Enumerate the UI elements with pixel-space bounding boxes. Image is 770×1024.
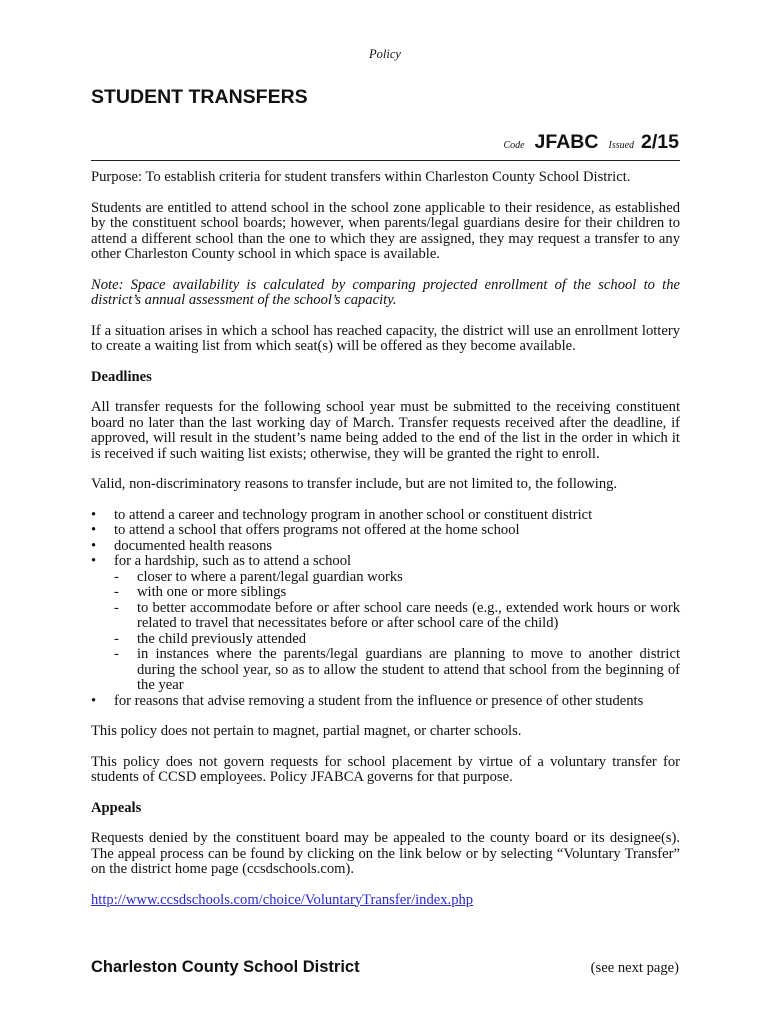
reasons-list	[91, 508, 680, 710]
sub-list-item	[114, 601, 680, 632]
bullet-icon: •	[91, 506, 97, 523]
sub-list-item-text: in instances where the parents/legal guardians are planning to move to another district during the school year, so as to allow the student to attend that school from the beginning of the year	[137, 646, 680, 693]
sub-list-item	[114, 647, 680, 694]
list-item	[91, 539, 680, 555]
voluntary-transfer-link[interactable]: http://www.ccsdschools.com/choice/VoluntaryTransfer/index.php	[91, 891, 474, 908]
hardship-sublist	[114, 570, 680, 694]
sub-list-item	[114, 632, 680, 648]
dash-icon: -	[114, 568, 119, 585]
list-item-text: to attend a career and technology program in another school or constituent district	[114, 506, 593, 523]
next-page-note: (see next page)	[590, 960, 679, 976]
appeals-paragraph: Requests denied by the constituent board may be appealed to the county board or its designee(s). The appeal process can be found by clicking on the link below or by selecting “Voluntary Transfer” on the district home page (ccsdschools.com).	[91, 830, 680, 877]
list-item	[91, 508, 680, 524]
code-label: Code	[503, 140, 525, 151]
sub-list-item-text: with one or more siblings	[137, 584, 287, 600]
bullet-icon: •	[91, 522, 97, 538]
bullet-icon: •	[91, 537, 97, 554]
policy-body	[91, 170, 680, 923]
sub-list-item	[114, 570, 680, 586]
issued-value: 2/15	[641, 131, 679, 153]
link-paragraph	[91, 893, 680, 909]
bullet-icon: •	[91, 553, 97, 569]
deadlines-heading: Deadlines	[91, 368, 152, 385]
sub-list-item	[114, 585, 680, 601]
district-footer: Charleston County School District	[91, 958, 360, 976]
code-line	[503, 131, 679, 154]
dash-icon: -	[114, 584, 119, 600]
magnet-paragraph: This policy does not pertain to magnet, partial magnet, or charter schools.	[91, 723, 522, 739]
code-value: JFABC	[534, 131, 599, 153]
reasons-paragraph: Valid, non-discriminatory reasons to transfer include, but are not limited to, the following.	[91, 476, 618, 492]
ccsd-employees-paragraph: This policy does not govern requests for school placement by virtue of a voluntary transfer for students of CCSD employees. Policy JFABCA governs for that purpose.	[91, 753, 680, 785]
deadlines-paragraph: All transfer requests for the following school year must be submitted to the receiving constituent board no later than the last working day of March. Transfer requests received after the deadline, if approved, will result in the student’s name being added to the end of the list in the order in which it is received if such waiting list exists; otherwise, they will be granted the right to enroll.	[91, 399, 680, 462]
appeals-heading: Appeals	[91, 799, 142, 816]
dash-icon: -	[114, 599, 119, 616]
issued-label: Issued	[608, 140, 635, 151]
sub-list-item-text: to better accommodate before or after school care needs (e.g., extended work hours or work related to travel that necessitates before or after school care of the child)	[137, 599, 680, 631]
capacity-note: Note: Space availability is calculated by comparing projected enrollment of the school to the district’s annual assessment of the school’s capacity.	[91, 276, 680, 308]
list-item-text: for reasons that advise removing a student from the influence or presence of other students	[114, 692, 644, 709]
list-item-text: to attend a school that offers programs not offered at the home school	[114, 522, 520, 538]
capacity-paragraph: If a situation arises in which a school has reached capacity, the district will use an enrollment lottery to create a waiting list from which seat(s) will be offered as they become available.	[91, 322, 680, 354]
sub-list-item-text: the child previously attended	[137, 630, 306, 647]
purpose-paragraph: Purpose: To establish criteria for student transfers within Charleston County School District.	[91, 169, 631, 185]
bullet-icon: •	[91, 692, 97, 709]
list-item	[91, 554, 680, 694]
list-item	[91, 694, 680, 710]
page-title: STUDENT TRANSFERS	[91, 86, 308, 108]
entitlement-paragraph: Students are entitled to attend school in the school zone applicable to their residence, as established by the constituent school boards; however, when parents/legal guardians desire for their children to attend a different school than the one to which they are assigned, they may request a transfer to any other Charleston County school in which space is available.	[91, 199, 680, 262]
dash-icon: -	[114, 646, 119, 662]
list-item	[91, 523, 680, 539]
dash-icon: -	[114, 630, 119, 647]
list-item-text: for a hardship, such as to attend a school	[114, 553, 352, 569]
header-divider	[91, 160, 680, 161]
list-item-text: documented health reasons	[114, 537, 273, 554]
policy-label: Policy	[369, 47, 401, 61]
sub-list-item-text: closer to where a parent/legal guardian works	[137, 568, 403, 585]
